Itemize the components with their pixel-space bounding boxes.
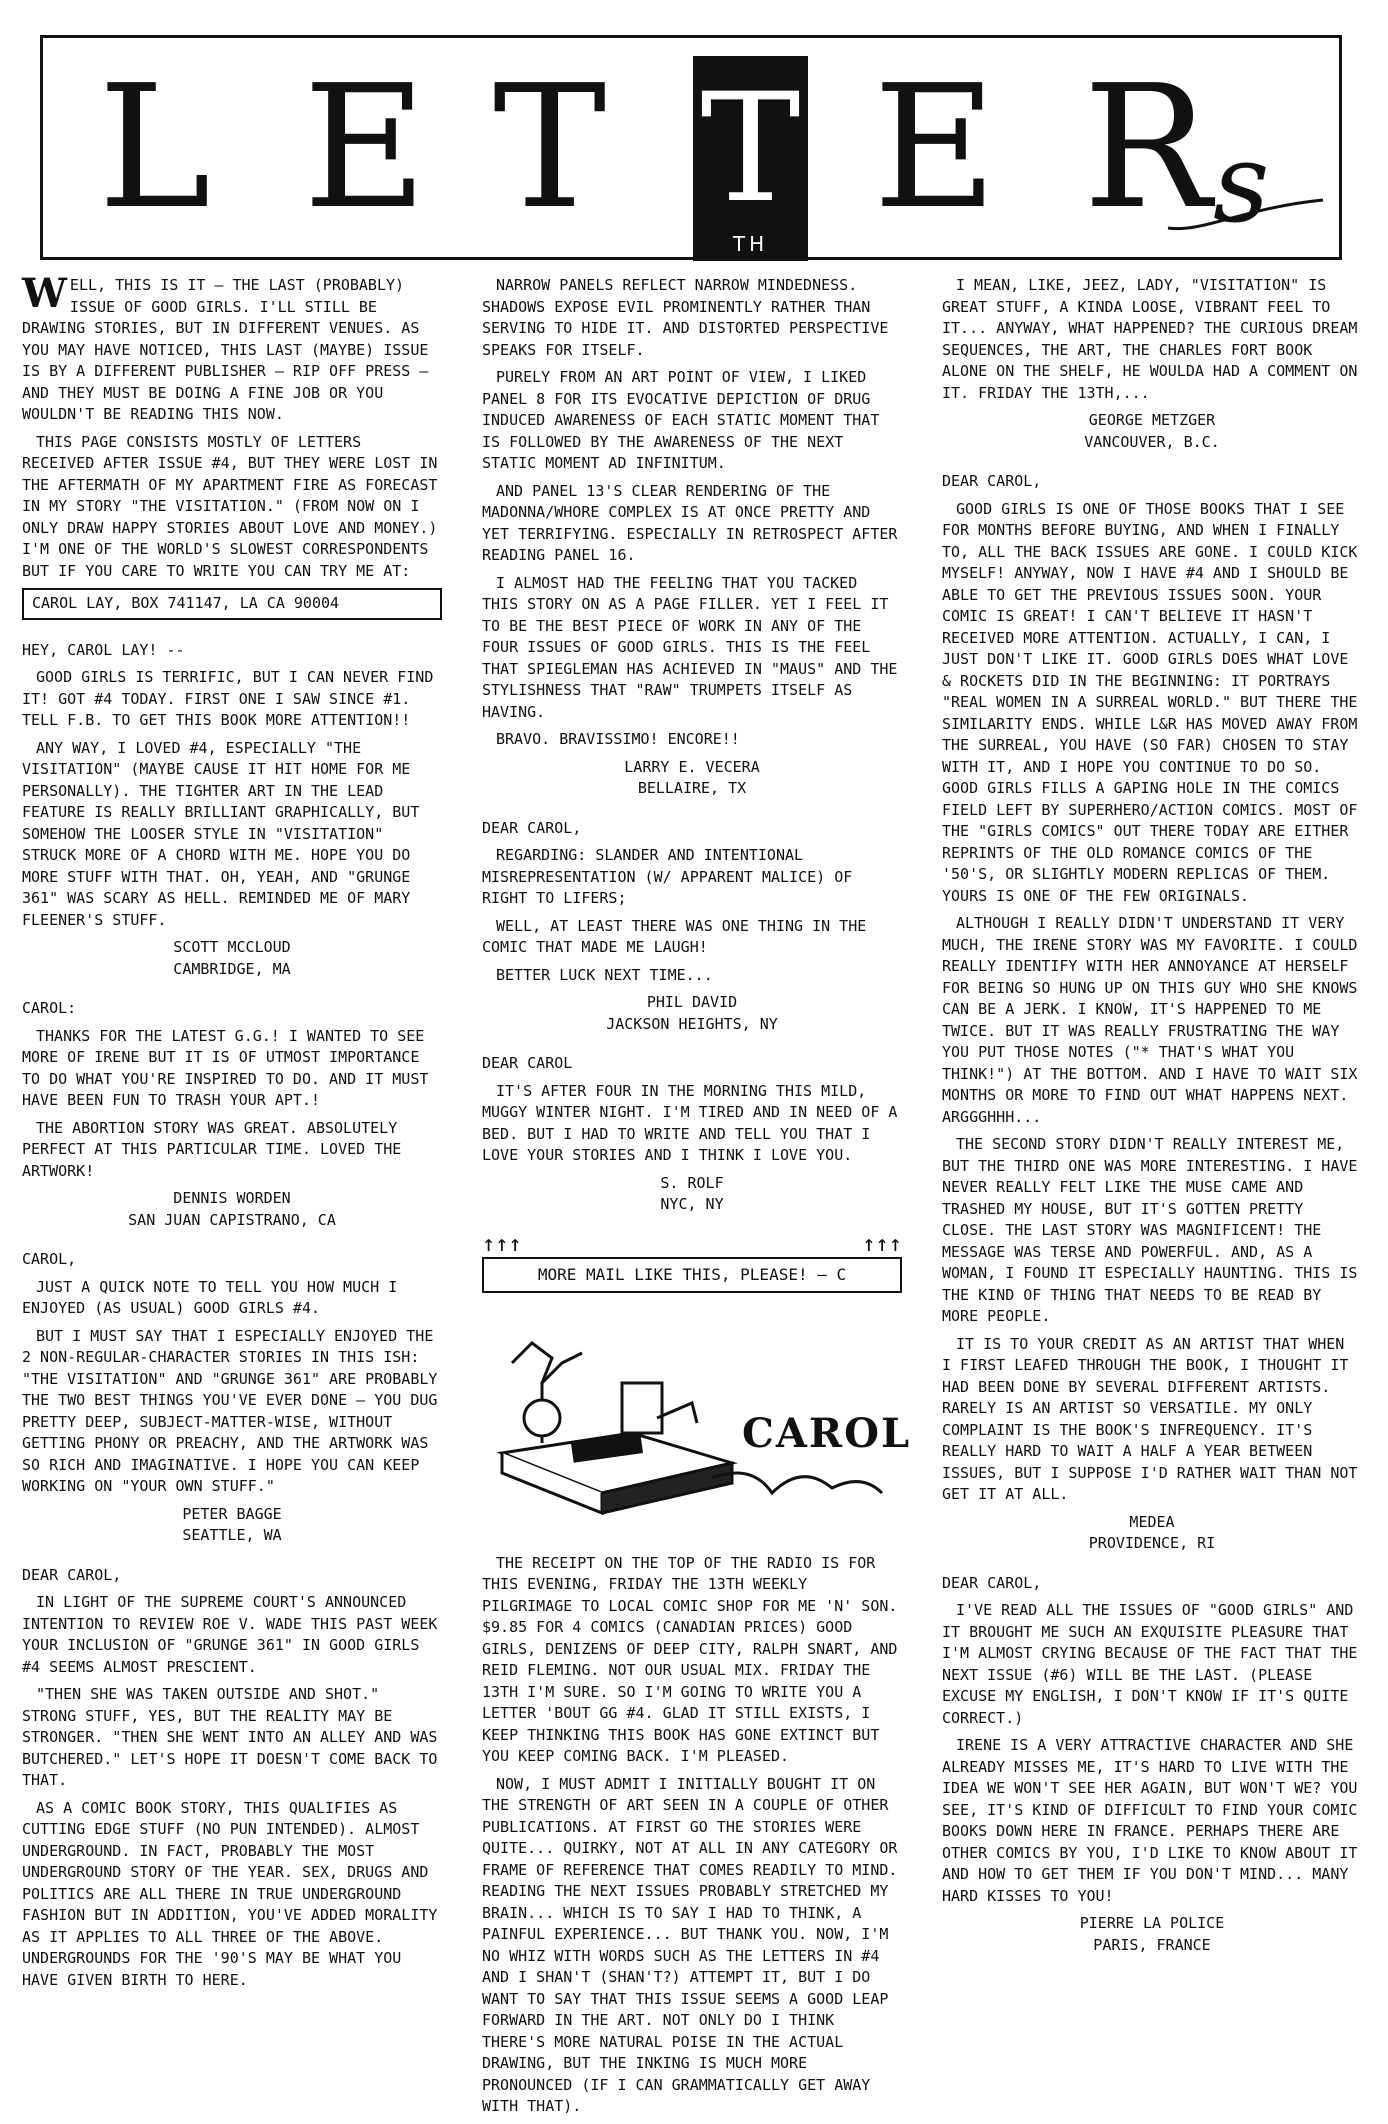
letter-medea-p3: THE SECOND STORY DIDN'T REALLY INTEREST ME, BUT THE THIRD ONE WAS MORE INTERESTING. I HAVE NEVER REALLY FELT LIKE THE MUSE CAME AND TRASHED MY HOUSE, BUT IT'S GOTTEN PRETTY CLOSE. THE LAST STORY WAS MAGNIFICENT! THE MESSAGE WAS TERSE AND POWERFUL. AND, AS A WOMAN, I FOUND IT ESPECIALLY HAUNTING. THIS IS THE KIND OF THING THAT NEEDS TO BE READ BY MORE PEOPLE. (942, 1135, 1358, 1325)
title-letter-s-script: s (1213, 119, 1270, 247)
title-flourish (1163, 188, 1333, 238)
letter-bagge-signature (22, 1504, 442, 1547)
letter-worden-salute: CAROL: (22, 999, 77, 1017)
letter-mccloud-p1: GOOD GIRLS IS TERRIFIC, BUT I CAN NEVER FIND IT! GOT #4 TODAY. FIRST ONE I SAW SINCE #1. TELL F.B. TO GET THIS BOOK MORE ATTENTION!! (22, 668, 434, 729)
letter-david-p3: BETTER LUCK NEXT TIME... (496, 965, 713, 984)
letter-vecera-p5: PURELY FROM AN ART POINT OF VIEW, I LIKED PANEL 8 FOR ITS EVOCATIVE DEPICTION OF DRUG INDUCED AWARENESS OF EACH STATIC MOMENT THAT IS FOLLOWED BY THE AWARENESS OF THE NEXT STATIC MOMENT AD INFINITUM. (482, 368, 880, 472)
title-letter-r: R (1083, 49, 1211, 247)
signature-place: CAMBRIDGE, MA (173, 959, 291, 978)
letter-worden-p2: THE ABORTION STORY WAS GREAT. ABSOLUTELY PERFECT AT THIS PARTICULAR TIME. LOVED THE ARTWORK! (22, 1118, 402, 1180)
letter-metzger-signature (942, 410, 1362, 453)
signature-place: SEATTLE, WA (182, 1526, 282, 1544)
signature-place: VANCOUVER, B.C. (1084, 432, 1220, 451)
letter-vecera-p1: IN LIGHT OF THE SUPREME COURT'S ANNOUNCED INTENTION TO REVIEW ROE V. WADE THIS PAST WEEK YOUR INCLUSION OF "GRUNGE 361" IN GOOD GIRLS #4 SEEMS ALMOST PRESCIENT. (22, 1593, 438, 1676)
letter-david-p2: WELL, AT LEAST THERE WAS ONE THING IN THE COMIC THAT MADE ME LAUGH! (482, 916, 867, 956)
letter-medea-signature (942, 1512, 1362, 1555)
letter-david-signature (482, 992, 902, 1035)
intro-paragraph-1: WELL, THIS IS IT — THE LAST (PROBABLY) ISSUE OF GOOD GIRLS. I'LL STILL BE DRAWING STORIES, BUT IN DIFFERENT VENUES. AS YOU MAY HAVE NOTICED, THIS LAST (MAYBE) ISSUE IS BY A DIFFERENT PUBLISHER — RIP OFF PRESS — AND THEY MUST BE DOING A FINE JOB OR YOU WOULDN'T BE READING THIS NOW. (22, 270, 429, 423)
letter-police-signature (942, 1913, 1362, 1956)
letter-rolf-salute: DEAR CAROL (482, 1054, 573, 1072)
drop-cap: W (22, 270, 67, 317)
signature-name: DENNIS WORDEN (173, 1189, 291, 1207)
letter-david-salute: DEAR CAROL, (482, 818, 582, 837)
signature-place: PARIS, FRANCE (1093, 1935, 1211, 1954)
letter-bagge-p2: BUT I MUST SAY THAT I ESPECIALLY ENJOYED THE 2 NON-REGULAR-CHARACTER STORIES IN THIS ISH: "THE VISITATION" AND "GRUNGE 361" ARE PROBABLY THE TWO BEST THINGS YOU'VE EVER DONE — YOU DUG PRETTY DEEP, SUBJECT-MATTER-WISE, WITHOUT GETTING PHONY OR PREACHY, AND THE ARTWORK WAS SO RICH AND IMAGINATIVE. I HOPE YOU CAN KEEP WORKING ON "YOUR OWN STUFF." (22, 1326, 438, 1495)
title-letter-t: T (493, 49, 607, 247)
letter-medea-p2: ALTHOUGH I REALLY DIDN'T UNDERSTAND IT VERY MUCH, THE IRENE STORY WAS MY FAVORITE. I COULD REALLY IDENTIFY WITH HER ANNOYANCE AT HERSELF FOR BEING SO HUNG UP ON THIS GUY WHO SHE KNOWS CAN BE A JERK. I KNOW, IT'S HAPPENED TO ME TWICE. BUT IT WAS REALLY FRUSTRATING THE WAY YOU PUT THOSE NOTES ("* THAT'S WHAT YOU THINK!") AT THE BOTTOM. AND I HAVE TO WAIT SIX MONTHS OR MORE TO FIND OUT WHAT HAPPENS NEXT. ARGGGHHH... (942, 914, 1358, 1126)
title-subscript: TH (732, 232, 769, 256)
column-2 (482, 275, 912, 2124)
letter-police-p1: I'VE READ ALL THE ISSUES OF "GOOD GIRLS" AND IT BROUGHT ME SUCH AN EXQUISITE PLEASURE THAT I'M ALMOST CRYING BECAUSE OF THE FACT THAT THE NEXT ISSUE (#6) WILL BE THE LAST. (PLEASE EXCUSE MY ENGLISH, I DON'T KNOW IF IT'S QUITE CORRECT.) (942, 1601, 1358, 1727)
letter-vecera-p2: "THEN SHE WAS TAKEN OUTSIDE AND SHOT." STRONG STUFF, YES, BUT THE REALITY MAY BE STRONGER. "THEN SHE WENT INTO AN ALLEY AND WAS BUTCHERED." LET'S HOPE IT DOESN'T COME BACK TO THAT. (22, 1685, 438, 1789)
title-letter-e: E (303, 49, 428, 247)
title-letter-l: L (98, 49, 211, 247)
letter-bagge-salute: CAROL, (22, 1250, 77, 1268)
signature-name: MEDEA (1129, 1512, 1175, 1531)
signature-place: NYC, NY (660, 1195, 724, 1213)
address-box: CAROL LAY, BOX 741147, LA CA 90004 (22, 588, 442, 620)
carol-label: CAROL (742, 1409, 912, 1457)
letter-vecera-p8: BRAVO. BRAVISSIMO! ENCORE!! (496, 730, 740, 748)
signature-place: SAN JUAN CAPISTRANO, CA (128, 1210, 336, 1229)
letter-vecera-p4: NARROW PANELS REFLECT NARROW MINDEDNESS. SHADOWS EXPOSE EVIL PROMINENTLY RATHER THAN SERVING TO HIDE IT. AND DISTORTED PERSPECTIVE SPEAKS FOR ITSELF. (482, 276, 889, 359)
signature-name: PETER BAGGE (182, 1504, 282, 1523)
title-banner (40, 35, 1342, 260)
signature-name: GEORGE METZGER (1088, 411, 1216, 429)
letter-vecera-p3: AS A COMIC BOOK STORY, THIS QUALIFIES AS CUTTING EDGE STUFF (NO PUN INTENDED). ALMOST UNDERGROUND. IN FACT, PROBABLY THE MOST UNDERGROUND STORY OF THE YEAR. SEX, DRUGS AND POLITICS ARE ALL THERE IN TRUE UNDERGROUND FASHION BUT IN ADDITION, YOU'VE ADDED MORALITY AS IT APPLIES TO ALL THREE OF THE ABOVE. UNDERGROUNDS FOR THE '90'S MAY BE WHAT YOU HAVE GIVEN BIRTH TO HERE. (22, 1798, 438, 1989)
title-th-block (693, 56, 808, 261)
title-letter-t-inverse: T (700, 62, 801, 236)
letter-vecera-salute: DEAR CAROL, (22, 1565, 122, 1584)
letter-medea-p1: GOOD GIRLS IS ONE OF THOSE BOOKS THAT I SEE FOR MONTHS BEFORE BUYING, AND WHEN I FINALLY TO, ALL THE BACK ISSUES ARE GONE. I COULD KICK MYSELF! ANYWAY, NOW I HAVE #4 AND I SHOULD BE ABLE TO GET THE PREVIOUS ISSUES SOON. YOUR COMIC IS GREAT! I CAN'T BELIEVE IT HASN'T RECEIVED MORE ATTENTION. ACTUALLY, I CAN, I JUST DON'T LIKE IT. GOOD GIRLS DOES WHAT LOVE & ROCKETS DID IN THE BEGINNING: IT PORTRAYS "REAL WOMEN IN A SURREAL WORLD." BUT THERE THE SIMILARITY ENDS. WHILE L&R HAS MOVED AWAY FROM THE SURREAL, YOU HAVE (SO FAR) CHOSEN TO STAY WITH IT, AND I HOPE YOU CONTINUE TO DO SO. GOOD GIRLS FILLS A GAPING HOLE IN THE COMICS FIELD LEFT BY SUPERHERO/ACTION COMICS. MOST OF THE "GIRLS COMICS" OUT THERE TODAY ARE EITHER REPRINTS OF THE OLD ROMANCE COMICS OF THE '50'S, OR SLIGHTLY MODERN REPLICAS OF THEM. YOURS IS ONE OF THE FEW ORIGINALS. (942, 499, 1358, 905)
title-letter-e-2: E (873, 49, 998, 247)
letter-rolf-p1: IT'S AFTER FOUR IN THE MORNING THIS MILD, MUGGY WINTER NIGHT. I'M TIRED AND IN NEED OF A BED. BUT I HAD TO WRITE AND TELL YOU THAT I LOVE YOUR STORIES AND I THINK I LOVE YOU. (482, 1081, 898, 1164)
signature-place: PROVIDENCE, RI (1088, 1534, 1216, 1552)
letter-vecera-signature (482, 757, 902, 800)
signature-name: S. ROLF (660, 1173, 724, 1192)
letter-metzger-p1: THE RECEIPT ON THE TOP OF THE RADIO IS FOR THIS EVENING, FRIDAY THE 13TH WEEKLY PILGRIMAGE TO LOCAL COMIC SHOP FOR ME 'N' SON. $9.85 FOR 4 COMICS (CANADIAN PRICES) GOOD GIRLS, DENIZENS OF DEEP CITY, RALPH SNART, AND REID FLEMING. NOT OUR USUAL MIX. FRIDAY THE 13TH I'M SURE. SO I'M GOING TO WRITE YOU A LETTER 'BOUT GG #4. GLAD IT STILL EXISTS, I KEEP THINKING THIS BOOK HAS GONE EXTINCT BUT YOU KEEP COMING BACK. I'M PLEASED. (482, 1553, 898, 1765)
letter-mccloud-salute: HEY, CAROL LAY! -- (22, 640, 185, 659)
letter-medea-salute: DEAR CAROL, (942, 472, 1042, 490)
arrows-right-icon: ↑↑↑ (862, 1231, 902, 1257)
signature-name: PHIL DAVID (646, 993, 738, 1011)
letter-police-p2: IRENE IS A VERY ATTRACTIVE CHARACTER AND SHE ALREADY MISSES ME, IT'S HARD TO LIVE WITH THE IDEA WE WON'T SEE HER AGAIN, BUT WON'T WE? YOU SEE, IT'S KIND OF DIFFICULT TO FIND YOUR COMIC BOOKS DOWN HERE IN FRANCE. PERHAPS THERE ARE OTHER COMICS BY YOU, I'D LIKE TO KNOW ABOUT IT AND HOW TO GET THEM IF YOU DON'T MIND... MANY HARD KISSES TO YOU! (942, 1736, 1358, 1905)
letter-vecera-p6: AND PANEL 13'S CLEAR RENDERING OF THE MADONNA/WHORE COMPLEX IS AT ONCE PRETTY AND YET TERRIFYING. ESPECIALLY IN RETROSPECT AFTER READING PANEL 16. (482, 481, 898, 564)
more-mail-box: MORE MAIL LIKE THIS, PLEASE! — C (482, 1257, 902, 1293)
signature-name: PIERRE LA POLICE (1079, 1914, 1225, 1932)
letter-worden-p1: THANKS FOR THE LATEST G.G.! I WANTED TO SEE MORE OF IRENE BUT IT IS OF UTMOST IMPORTANCE TO DO WHAT YOU'RE INSPIRED TO DO. AND IT MUST HAVE BEEN FUN TO TRASH YOUR APT.! (22, 1026, 429, 1109)
signature-name: LARRY E. VECERA (624, 757, 760, 776)
signature-place: JACKSON HEIGHTS, NY (606, 1014, 778, 1033)
intro-paragraph-2: THIS PAGE CONSISTS MOSTLY OF LETTERS RECEIVED AFTER ISSUE #4, BUT THEY WERE LOST IN THE AFTERMATH OF MY APARTMENT FIRE AS FORECAST IN MY STORY "THE VISITATION." (FROM NOW ON I ONLY DRAW HAPPY STORIES ABOUT LOVE AND MONEY.) I'M ONE OF THE WORLD'S SLOWEST CORRESPONDENTS BUT IF YOU CARE TO WRITE YOU CAN TRY ME AT: (22, 432, 438, 580)
letter-worden-signature (22, 1188, 442, 1231)
letter-bagge-p1: JUST A QUICK NOTE TO TELL YOU HOW MUCH I ENJOYED (AS USUAL) GOOD GIRLS #4. (22, 1277, 398, 1317)
letter-rolf-signature (482, 1173, 902, 1216)
letter-metzger-p3: I MEAN, LIKE, JEEZ, LADY, "VISITATION" IS GREAT STUFF, A KINDA LOOSE, VIBRANT FEEL TO IT... ANYWAY, WHAT HAPPENED? THE CURIOUS DREAM SEQUENCES, THE ART, THE CHARLES FORT BOOK ALONE ON THE SHELF, HE WOULDA HAD A COMMENT ON IT. FRIDAY THE 13TH,... (942, 276, 1358, 402)
letter-metzger-p2: NOW, I MUST ADMIT I INITIALLY BOUGHT IT ON THE STRENGTH OF ART SEEN IN A COUPLE OF OTHER PUBLICATIONS. AT FIRST GO THE STORIES WERE QUITE... QUIRKY, NOT AT ALL IN ANY CATEGORY OR FRAME OF REFERENCE THAT COMES READILY TO MIND. READING THE NEXT ISSUES PROBABLY STRETCHED MY BRAIN... WHICH IS TO SAY I HAD TO THINK, A PAINFUL EXPERIENCE... BUT THANK YOU. NOW, I'M NO WHIZ WITH WORDS SUCH AS THE LETTERS IN #4 AND I SHAN'T (SHAN'T?) ATTEMPT IT, BUT I DO WANT TO SAY THAT THIS ISSUE SEEMS A GOOD LEAP FORWARD IN THE ART. NOT ONLY DO I THINK THERE'S MORE NATURAL POISE IN THE ACTUAL DRAWING, BUT THE INKING IS MUCH MORE PRONOUNCED (IF I CAN GRAMMATICALLY GET AWAY WITH THAT). (482, 1774, 898, 2115)
signature-place: BELLAIRE, TX (637, 779, 747, 797)
letter-david-p1: REGARDING: SLANDER AND INTENTIONAL MISREPRESENTATION (W/ APPARENT MALICE) OF RIGHT TO LIFERS; (482, 846, 853, 907)
letter-medea-p4: IT IS TO YOUR CREDIT AS AN ARTIST THAT WHEN I FIRST LEAFED THROUGH THE BOOK, I THOUGHT IT HAD BEEN DONE BY SEVERAL DIFFERENT ARTISTS. RARELY IS AN ARTIST SO VERSATILE. MY ONLY COMPLAINT IS THE BOOK'S INFREQUENCY. IT'S REALLY HARD TO WAIT A HALF A YEAR BETWEEN ISSUES, BUT I SUPPOSE I'D RATHER WAIT THAN NOT GET IT AT ALL. (942, 1334, 1358, 1503)
letter-mccloud-signature (22, 937, 442, 980)
arrows-left-icon: ↑↑↑ (482, 1231, 522, 1257)
signature-name: SCOTT MCCLOUD (173, 938, 291, 956)
letter-mccloud-p2: ANY WAY, I LOVED #4, ESPECIALLY "THE VISITATION" (MAYBE CAUSE IT HIT HOME FOR ME PERSONALLY). THE TIGHTER ART IN THE LEAD FEATURE IS REALLY BRILLIANT GRAPHICALLY, BUT SOMEHOW THE LOOSER STYLE IN "VISITATION" STRUCK MORE OF A CHORD WITH ME. HOPE YOU DO MORE STUFF WITH THAT. OH, YEAH, AND "GRUNGE 361" WAS SCARY AS HELL. REMINDED ME OF MARY FLEENER'S STUFF. (22, 738, 420, 929)
arrows-row (482, 1231, 902, 1257)
radio-illustration (482, 1323, 912, 1533)
column-1 (22, 270, 442, 1997)
letter-vecera-p7: I ALMOST HAD THE FEELING THAT YOU TACKED THIS STORY ON AS A PAGE FILLER. YET I FEEL IT TO BE THE BEST PIECE OF WORK IN ANY OF THE FOUR ISSUES OF GOOD GIRLS. THIS IS THE FEEL THAT SPIEGLEMAN HAS ACHIEVED IN "MAUS" AND THE STYLISHNESS THAT "RAW" TRUMPETS ITSELF AS HAVING. (482, 573, 898, 721)
letter-police-salute: DEAR CAROL, (942, 1573, 1042, 1592)
column-3 (942, 275, 1362, 1974)
